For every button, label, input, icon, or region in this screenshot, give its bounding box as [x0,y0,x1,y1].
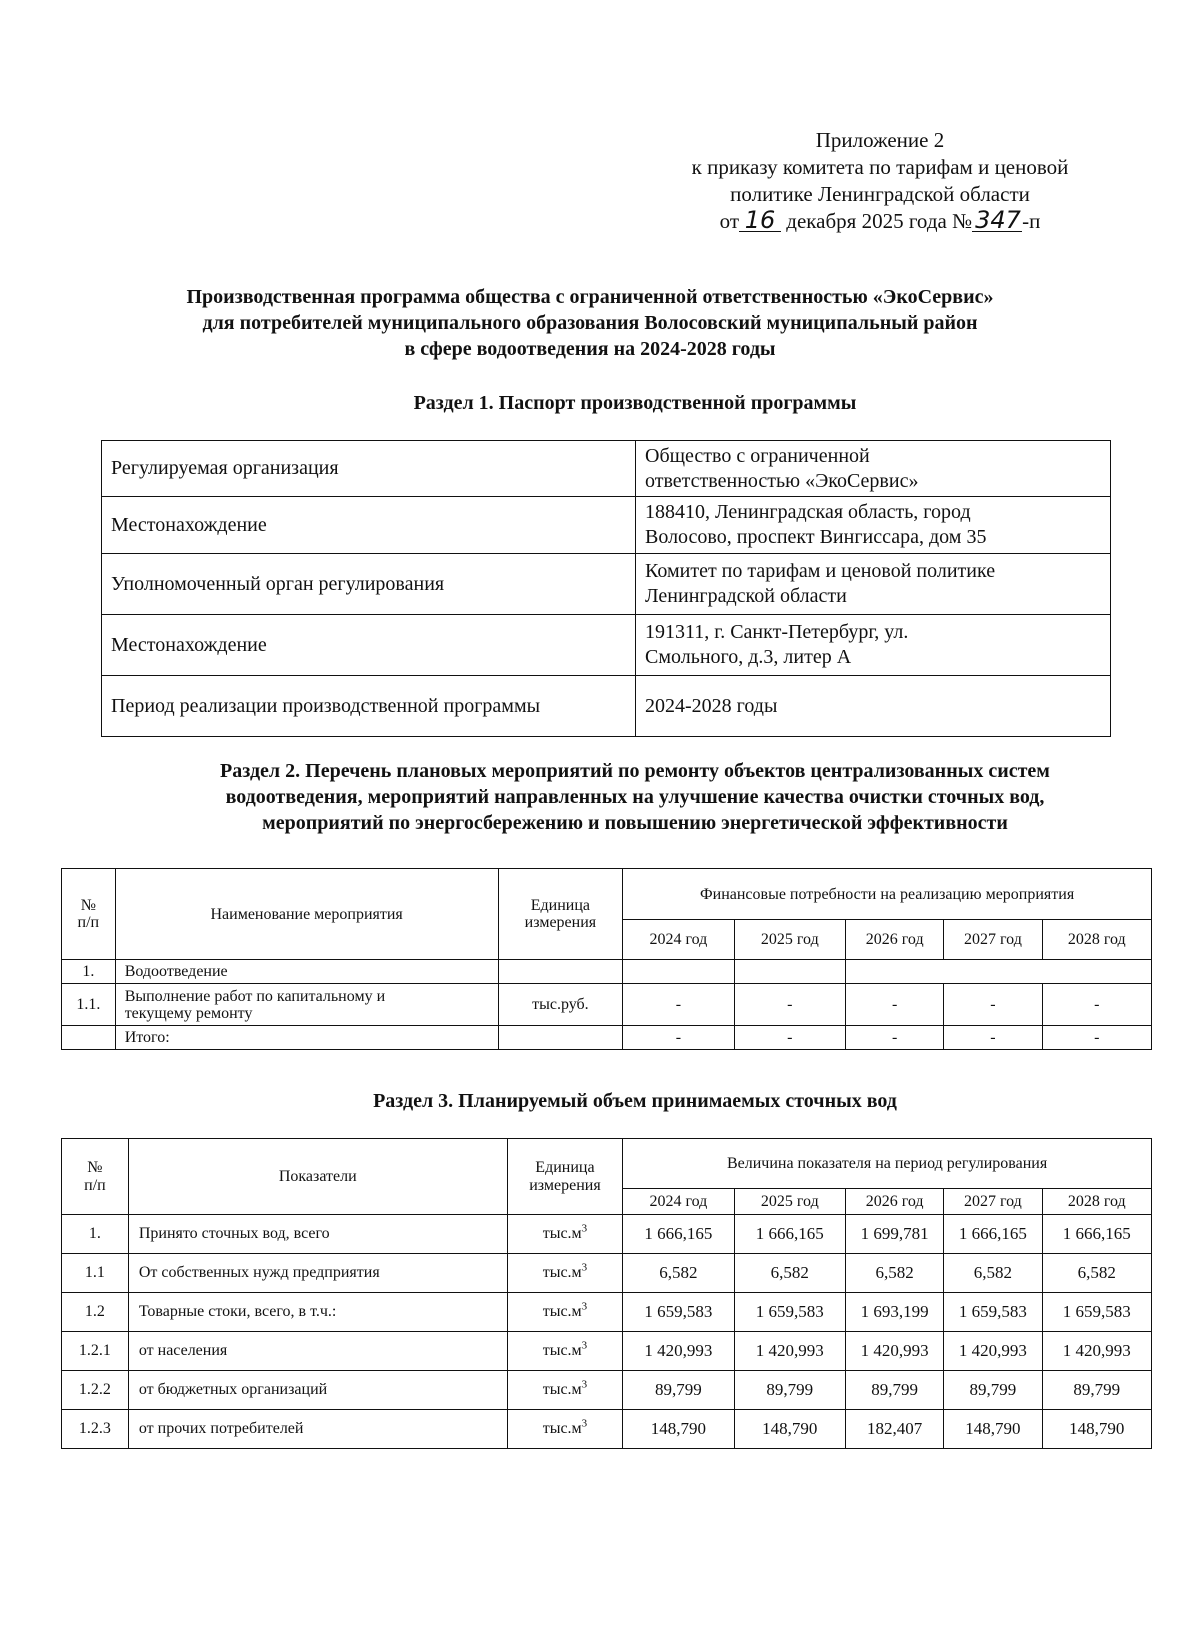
row-value [623,960,734,984]
row-num: 1.1 [62,1254,129,1293]
row-name: От собственных нужд предприятия [128,1254,507,1293]
table-row [102,441,1111,497]
value-line: Комитет по тарифам и ценовой политике [645,560,996,582]
col-header-unit [498,869,623,960]
row-value: 148,790 [944,1410,1042,1449]
row-unit [507,1215,622,1254]
row-value: 6,582 [944,1254,1042,1293]
row-value: 148,790 [1042,1410,1151,1449]
row-value: 6,582 [1042,1254,1151,1293]
unit-base: тыс.м [542,1303,582,1320]
passport-value [636,497,1111,554]
row-num: 1. [62,1215,129,1254]
row-value: 6,582 [734,1254,845,1293]
unit-superscript: 3 [581,1222,588,1235]
row-value: 1 420,993 [623,1332,734,1371]
row-value: 1 420,993 [944,1332,1042,1371]
row-value: 1 659,583 [944,1293,1042,1332]
row-value: 89,799 [846,1371,944,1410]
header-text: Единица [535,1158,595,1176]
row-value: 1 659,583 [623,1293,734,1332]
row-name: от прочих потребителей [128,1410,507,1449]
unit-base: тыс.м [542,1342,582,1359]
row-value: - [734,1026,845,1050]
col-header-year: 2024 год [623,920,734,960]
section2-title-line-2: водоотведения, мероприятий направленных на улучшение качества очистки сточных вод, [225,786,1045,808]
appendix-header [600,127,1160,235]
col-header-unit [507,1139,622,1215]
appendix-line-2: к приказу комитета по тарифам и ценовой [691,155,1069,179]
value-line: Общество с ограниченной [645,444,870,467]
row-unit [507,1371,622,1410]
row-num: 1.2 [62,1293,129,1332]
section2-title [60,758,1200,836]
row-value: - [944,1026,1042,1050]
value-line: 188410, Ленинградская область, город [645,501,971,523]
header-text: измерения [524,914,597,931]
value-line: Волосово, проспект Вингиссара, дом 35 [645,526,987,548]
row-value: - [623,1026,734,1050]
col-header-group: Величина показателя на период регулирования [623,1139,1152,1189]
row-name: Итого: [115,1026,498,1050]
passport-label: Местонахождение [102,615,636,676]
section3-title: Раздел 3. Планируемый объем принимаемых сточных вод [373,1090,897,1112]
table-row [62,1293,1152,1332]
col-header-year: 2026 год [846,1189,944,1215]
row-value: - [846,984,944,1026]
row-value: 1 699,781 [846,1215,944,1254]
col-header-year: 2027 год [944,920,1042,960]
unit-superscript: 3 [581,1261,588,1274]
row-value: 89,799 [1042,1371,1151,1410]
row-name: Товарные стоки, всего, в т.ч.: [128,1293,507,1332]
table-row [102,554,1111,615]
row-value: - [846,1026,944,1050]
header-text: Единица [530,897,591,914]
table-row [62,960,1152,984]
col-header-name: Наименование мероприятия [115,869,498,960]
table-row [62,1254,1152,1293]
passport-value: 2024-2028 годы [636,676,1111,737]
date-prefix: от [719,209,740,233]
unit-superscript: 3 [581,1300,588,1313]
name-line: текущему ремонту [124,1004,253,1022]
row-unit [507,1254,622,1293]
passport-label: Уполномоченный орган регулирования [102,554,636,615]
header-text: п/п [77,914,100,931]
row-value: 148,790 [623,1410,734,1449]
row-value: 1 420,993 [734,1332,845,1371]
header-text: измерения [529,1176,601,1194]
activities-table [61,868,1152,1050]
row-value: 1 666,165 [734,1215,845,1254]
wastewater-volume-table [61,1138,1152,1449]
date-middle: декабря 2025 года № [786,209,973,233]
col-header-year: 2025 год [734,920,845,960]
row-value: 6,582 [846,1254,944,1293]
passport-value [636,554,1111,615]
handwritten-order-number: 347 [972,209,1022,232]
wastewater-table-body [62,1215,1152,1449]
value-line: Ленинградской области [645,585,847,607]
number-suffix: -п [1022,209,1041,233]
row-value: 1 420,993 [846,1332,944,1371]
passport-value [636,441,1111,497]
col-header-year: 2028 год [1042,920,1151,960]
title-line-3: в сфере водоотведения на 2024-2028 годы [404,338,776,360]
row-name: от бюджетных организаций [128,1371,507,1410]
name-line: Выполнение работ по капитальному и [124,987,386,1005]
col-header-year: 2024 год [623,1189,734,1215]
row-unit [498,960,623,984]
appendix-line-1: Приложение 2 [815,128,945,152]
row-value: - [944,984,1042,1026]
row-value: - [734,984,845,1026]
passport-table [101,440,1111,737]
col-header-year: 2027 год [944,1189,1042,1215]
row-name: Водоотведение [115,960,498,984]
header-row [62,1139,1152,1189]
value-line: ответственностью «ЭкоСервис» [645,469,919,492]
row-unit [507,1332,622,1371]
section1-title: Раздел 1. Паспорт производственной программы [413,392,857,414]
document-title [60,284,1120,362]
row-value: 1 659,583 [1042,1293,1151,1332]
row-value: 1 666,165 [944,1215,1042,1254]
col-header-year: 2028 год [1042,1189,1151,1215]
unit-superscript: 3 [581,1378,588,1391]
table-row [62,984,1152,1026]
row-num: 1.2.1 [62,1332,129,1371]
row-num: 1.2.3 [62,1410,129,1449]
table-row [102,497,1111,554]
unit-superscript: 3 [581,1417,588,1430]
row-value: - [1042,1026,1151,1050]
row-value: 1 666,165 [1042,1215,1151,1254]
unit-base: тыс.м [542,1381,582,1398]
row-value [846,960,1152,984]
col-header-num [62,869,116,960]
row-value: 1 666,165 [623,1215,734,1254]
col-header-year: 2025 год [734,1189,845,1215]
table-row [62,1371,1152,1410]
header-text: № [80,897,96,914]
row-value: 148,790 [734,1410,845,1449]
section2-title-line-1: Раздел 2. Перечень плановых мероприятий по ремонту объектов централизованных систем [220,760,1050,782]
value-line: Смольного, д.3, литер А [645,646,852,668]
appendix-date-line [600,208,1160,235]
row-value: 182,407 [846,1410,944,1449]
table-row [102,615,1111,676]
col-header-num [62,1139,129,1215]
row-value: 89,799 [734,1371,845,1410]
row-unit [498,1026,623,1050]
row-value [734,960,845,984]
value-line: 191311, г. Санкт-Петербург, ул. [645,621,909,643]
header-text: № [87,1158,103,1176]
row-value: 89,799 [944,1371,1042,1410]
row-name: Принято сточных вод, всего [128,1215,507,1254]
header-row [62,869,1152,920]
appendix-line-3: политике Ленинградской области [730,182,1030,206]
row-name [115,984,498,1026]
row-num: 1.2.2 [62,1371,129,1410]
col-header-group: Финансовые потребности на реализацию мероприятия [623,869,1152,920]
unit-base: тыс.м [542,1264,582,1281]
section2-title-line-3: мероприятий по энергосбережению и повышению энергетической эффективности [262,812,1008,834]
row-value: 1 659,583 [734,1293,845,1332]
table-row [62,1215,1152,1254]
passport-label: Период реализации производственной программы [102,676,636,737]
table-row [62,1332,1152,1371]
row-name: от населения [128,1332,507,1371]
table-row [62,1410,1152,1449]
passport-value [636,615,1111,676]
row-value: 89,799 [623,1371,734,1410]
unit-base: тыс.м [542,1225,582,1242]
handwritten-day: 16 [739,209,781,232]
row-unit [507,1293,622,1332]
row-value: 1 420,993 [1042,1332,1151,1371]
row-value: - [1042,984,1151,1026]
row-value: 6,582 [623,1254,734,1293]
col-header-year: 2026 год [846,920,944,960]
row-num: 1. [62,960,116,984]
row-unit [507,1410,622,1449]
passport-label: Местонахождение [102,497,636,554]
title-line-2: для потребителей муниципального образования Волосовский муниципальный район [202,312,978,334]
row-value: 1 693,199 [846,1293,944,1332]
table-row [102,676,1111,737]
table-row [62,1026,1152,1050]
title-line-1: Производственная программа общества с ограниченной ответственностью «ЭкоСервис» [186,286,994,308]
row-num [62,1026,116,1050]
row-num: 1.1. [62,984,116,1026]
header-text: п/п [84,1176,106,1194]
unit-base: тыс.м [542,1420,582,1437]
col-header-name: Показатели [128,1139,507,1215]
row-value: - [623,984,734,1026]
unit-superscript: 3 [581,1339,588,1352]
row-unit: тыс.руб. [498,984,623,1026]
passport-label: Регулируемая организация [102,441,636,497]
